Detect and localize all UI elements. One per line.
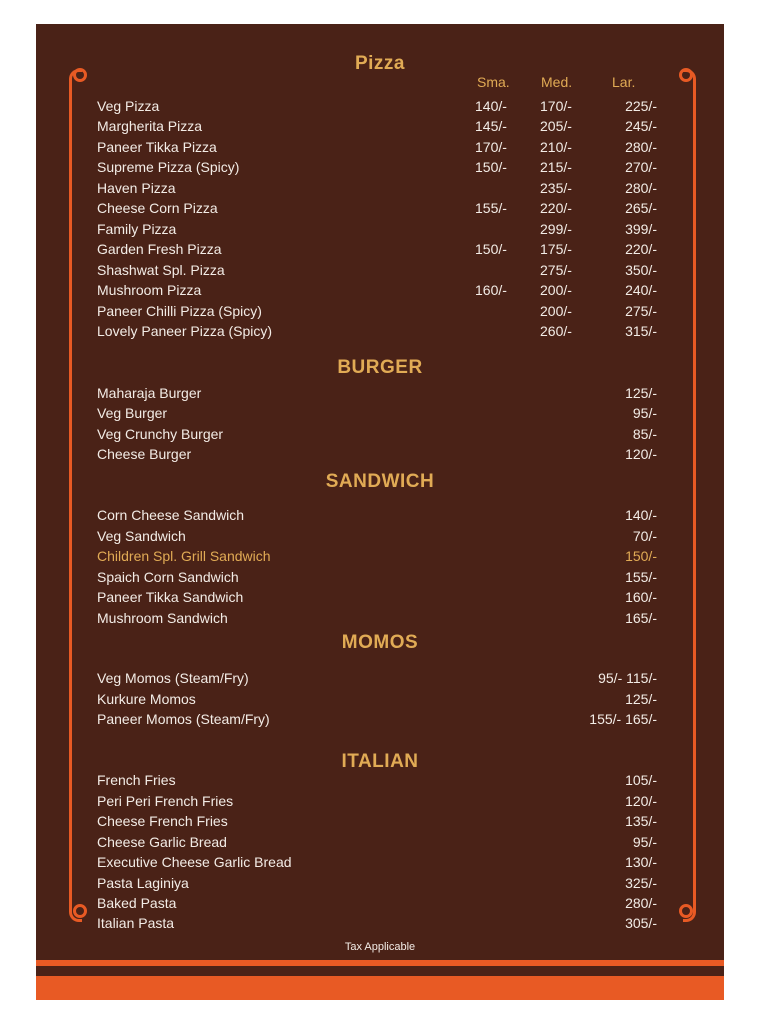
price-medium: 275/- bbox=[540, 262, 572, 278]
curl-ornament bbox=[73, 904, 87, 918]
section-title-momos: MOMOS bbox=[341, 632, 419, 653]
item-price: 140/- bbox=[625, 507, 657, 523]
price-large: 240/- bbox=[625, 282, 657, 298]
footer-band bbox=[36, 976, 724, 1000]
item-price: 165/- bbox=[625, 610, 657, 626]
column-header-large: Lar. bbox=[612, 74, 636, 90]
item-name: Shashwat Spl. Pizza bbox=[97, 262, 225, 278]
item-name: Veg Burger bbox=[97, 405, 168, 421]
price-small: 140/- bbox=[475, 98, 507, 114]
menu-item bbox=[97, 528, 657, 548]
item-price: 125/- bbox=[625, 691, 657, 707]
item-price: 95/- bbox=[632, 834, 657, 850]
item-name: Paneer Chilli Pizza (Spicy) bbox=[97, 303, 262, 319]
menu-item bbox=[97, 691, 657, 711]
price-large: 270/- bbox=[625, 159, 657, 175]
menu-item bbox=[97, 282, 657, 302]
item-price: 305/- bbox=[625, 915, 657, 931]
item-name: Corn Cheese Sandwich bbox=[97, 507, 245, 523]
item-name: Haven Pizza bbox=[97, 180, 176, 196]
left-border-decoration bbox=[69, 69, 82, 922]
menu-item bbox=[97, 200, 657, 220]
item-name: Family Pizza bbox=[97, 221, 177, 237]
item-name: Supreme Pizza (Spicy) bbox=[97, 159, 240, 175]
item-name: Italian Pasta bbox=[97, 915, 175, 931]
price-small: 160/- bbox=[475, 282, 507, 298]
menu-item bbox=[97, 854, 657, 874]
menu-item bbox=[97, 180, 657, 200]
section-title-pizza: Pizza bbox=[354, 53, 406, 74]
menu-item bbox=[97, 670, 657, 690]
menu-item-highlighted bbox=[97, 548, 657, 568]
price-large: 265/- bbox=[625, 200, 657, 216]
menu-item bbox=[97, 446, 657, 466]
menu-item bbox=[97, 793, 657, 813]
section-title-italian: ITALIAN bbox=[341, 751, 419, 772]
item-name: Cheese French Fries bbox=[97, 813, 228, 829]
item-price: 95/- 115/- bbox=[598, 670, 657, 686]
item-price: 105/- bbox=[625, 772, 657, 788]
item-name: Maharaja Burger bbox=[97, 385, 202, 401]
item-name: Children Spl. Grill Sandwich bbox=[97, 548, 271, 564]
item-price: 155/- bbox=[625, 569, 657, 585]
item-name: Margherita Pizza bbox=[97, 118, 203, 134]
menu-item bbox=[97, 118, 657, 138]
price-medium: 170/- bbox=[540, 98, 572, 114]
price-large: 220/- bbox=[625, 241, 657, 257]
menu-item bbox=[97, 98, 657, 118]
price-large: 280/- bbox=[625, 139, 657, 155]
item-name: Cheese Garlic Bread bbox=[97, 834, 227, 850]
item-name: Veg Pizza bbox=[97, 98, 160, 114]
menu-item bbox=[97, 813, 657, 833]
item-price: 280/- bbox=[625, 895, 657, 911]
price-medium: 205/- bbox=[540, 118, 572, 134]
column-header-medium: Med. bbox=[541, 74, 573, 90]
menu-item bbox=[97, 772, 657, 792]
price-medium: 220/- bbox=[540, 200, 572, 216]
menu-item bbox=[97, 385, 657, 405]
price-small: 150/- bbox=[475, 159, 507, 175]
curl-ornament bbox=[679, 904, 693, 918]
menu-item bbox=[97, 834, 657, 854]
item-price: 95/- bbox=[632, 405, 657, 421]
price-large: 350/- bbox=[625, 262, 657, 278]
item-name: Executive Cheese Garlic Bread bbox=[97, 854, 292, 870]
item-name: Peri Peri French Fries bbox=[97, 793, 234, 809]
price-small: 145/- bbox=[475, 118, 507, 134]
item-name: Cheese Corn Pizza bbox=[97, 200, 218, 216]
section-title-sandwich: SANDWICH bbox=[325, 471, 435, 492]
item-name: Mushroom Pizza bbox=[97, 282, 202, 298]
price-medium: 210/- bbox=[540, 139, 572, 155]
price-large: 275/- bbox=[625, 303, 657, 319]
item-price: 125/- bbox=[625, 385, 657, 401]
menu-item bbox=[97, 915, 657, 935]
item-price: 155/- 165/- bbox=[589, 711, 657, 727]
price-medium: 260/- bbox=[540, 323, 572, 339]
item-price: 130/- bbox=[625, 854, 657, 870]
price-medium: 215/- bbox=[540, 159, 572, 175]
price-large: 225/- bbox=[625, 98, 657, 114]
item-price: 135/- bbox=[625, 813, 657, 829]
right-border-decoration bbox=[683, 69, 696, 922]
menu-page bbox=[36, 24, 724, 1000]
menu-item bbox=[97, 507, 657, 527]
item-name: Lovely Paneer Pizza (Spicy) bbox=[97, 323, 273, 339]
item-price: 70/- bbox=[632, 528, 657, 544]
item-price: 325/- bbox=[625, 875, 657, 891]
price-large: 245/- bbox=[625, 118, 657, 134]
menu-item bbox=[97, 221, 657, 241]
item-price: 120/- bbox=[625, 793, 657, 809]
item-price: 85/- bbox=[632, 426, 657, 442]
menu-item bbox=[97, 569, 657, 589]
item-name: Paneer Tikka Pizza bbox=[97, 139, 217, 155]
price-medium: 175/- bbox=[540, 241, 572, 257]
price-medium: 235/- bbox=[540, 180, 572, 196]
menu-item bbox=[97, 139, 657, 159]
menu-item bbox=[97, 405, 657, 425]
menu-item bbox=[97, 875, 657, 895]
menu-item bbox=[97, 159, 657, 179]
item-name: Spaich Corn Sandwich bbox=[97, 569, 239, 585]
menu-item bbox=[97, 711, 657, 731]
price-small: 155/- bbox=[475, 200, 507, 216]
price-medium: 299/- bbox=[540, 221, 572, 237]
item-name: French Fries bbox=[97, 772, 176, 788]
price-medium: 200/- bbox=[540, 282, 572, 298]
menu-item bbox=[97, 303, 657, 323]
item-name: Veg Crunchy Burger bbox=[97, 426, 224, 442]
menu-item bbox=[97, 610, 657, 630]
item-name: Cheese Burger bbox=[97, 446, 192, 462]
item-name: Mushroom Sandwich bbox=[97, 610, 228, 626]
menu-item bbox=[97, 589, 657, 609]
item-name: Veg Momos (Steam/Fry) bbox=[97, 670, 249, 686]
item-name: Garden Fresh Pizza bbox=[97, 241, 222, 257]
price-medium: 200/- bbox=[540, 303, 572, 319]
price-small: 170/- bbox=[475, 139, 507, 155]
menu-item bbox=[97, 426, 657, 446]
footer-stripe bbox=[36, 960, 724, 966]
item-name: Kurkure Momos bbox=[97, 691, 196, 707]
section-title-burger: BURGER bbox=[337, 357, 423, 378]
item-name: Veg Sandwich bbox=[97, 528, 186, 544]
item-price: 120/- bbox=[625, 446, 657, 462]
item-price: 160/- bbox=[625, 589, 657, 605]
item-name: Paneer Momos (Steam/Fry) bbox=[97, 711, 270, 727]
price-small: 150/- bbox=[475, 241, 507, 257]
price-large: 315/- bbox=[625, 323, 657, 339]
menu-item bbox=[97, 323, 657, 343]
price-large: 280/- bbox=[625, 180, 657, 196]
tax-note: Tax Applicable bbox=[344, 941, 416, 953]
item-name: Baked Pasta bbox=[97, 895, 177, 911]
item-name: Paneer Tikka Sandwich bbox=[97, 589, 244, 605]
menu-item bbox=[97, 241, 657, 261]
column-header-small: Sma. bbox=[477, 74, 510, 90]
item-price: 150/- bbox=[625, 548, 657, 564]
price-large: 399/- bbox=[625, 221, 657, 237]
item-name: Pasta Laginiya bbox=[97, 875, 189, 891]
menu-item bbox=[97, 895, 657, 915]
menu-item bbox=[97, 262, 657, 282]
